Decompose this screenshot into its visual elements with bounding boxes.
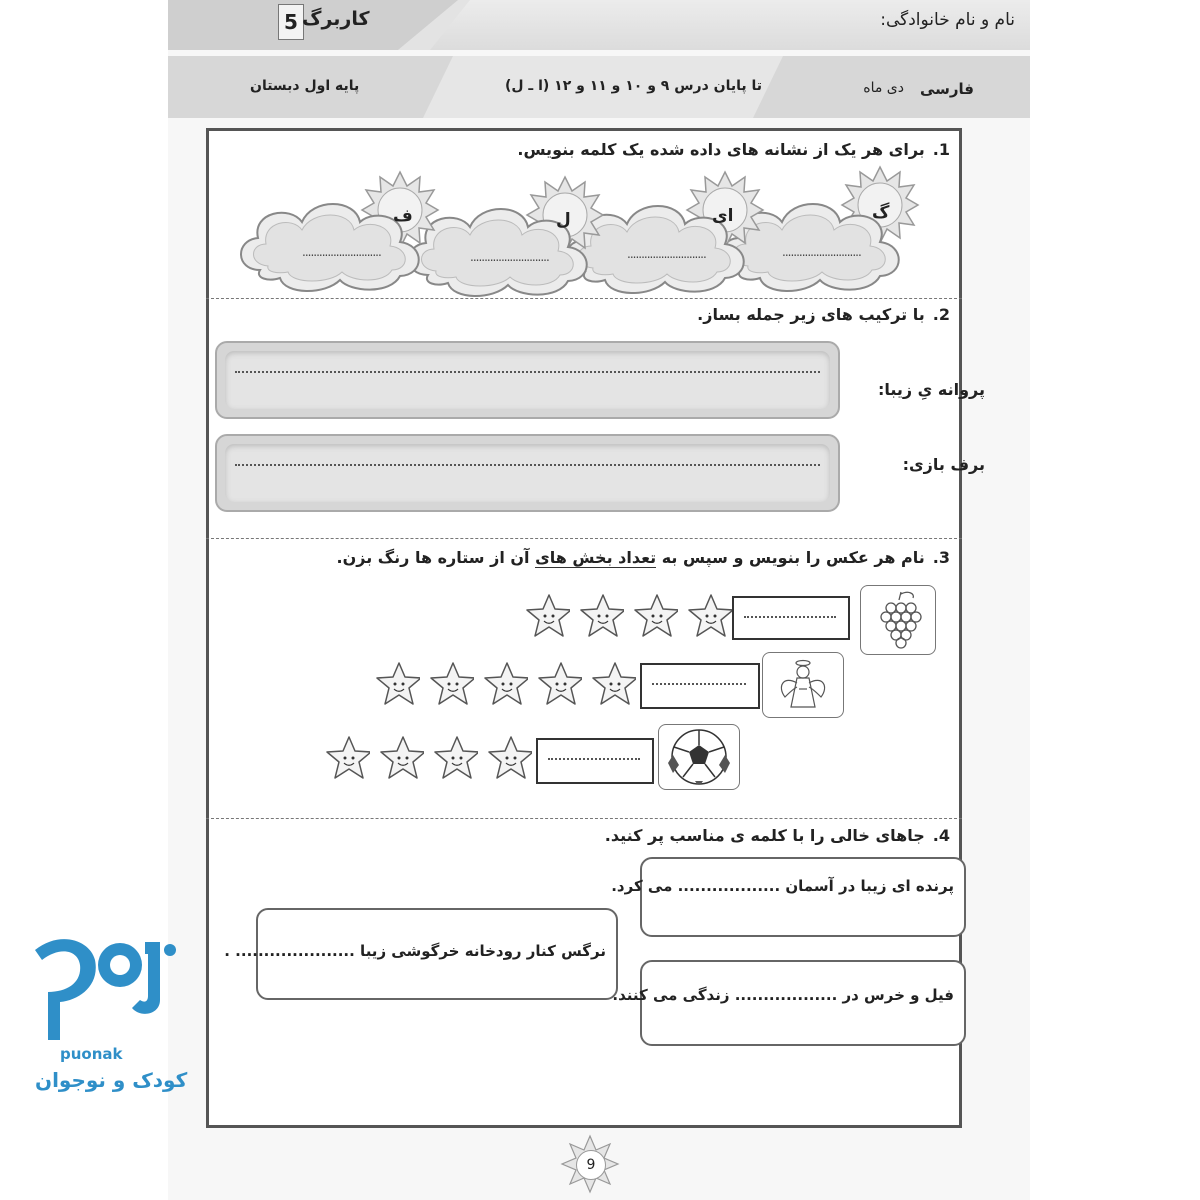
question-1-text: برای هر یک از نشانه های داده شده یک کلمه بنویس. (517, 140, 925, 159)
q1-clouds-art (0, 0, 1200, 300)
picture-box (762, 652, 844, 718)
cloud-blank[interactable]: ............................ (470, 250, 549, 264)
phrase-1: پروانه یِ زیبا: (877, 380, 985, 399)
picture-box (860, 585, 936, 655)
section-divider (206, 298, 962, 299)
fill-sentence-1: پرنده ای زیبا در آسمان .................. می کرد. (611, 877, 954, 895)
name-label: نام و نام خانوادگی: (880, 10, 1015, 30)
month-label: دی ماه (863, 80, 904, 96)
star-icon[interactable] (632, 592, 678, 638)
question-3: 3.نام هر عکس را بنویس و سپس به تعداد بخش های آن از ستاره ها رنگ بزن. (336, 548, 950, 567)
answer-box[interactable] (536, 738, 654, 784)
star-icon[interactable] (324, 734, 370, 780)
page-number: 9 (576, 1150, 606, 1180)
logo-latin-text: puonak (60, 1045, 123, 1063)
fill-sentence-2: نرگس کنار رودخانه خرگوشی زیبا ..................... . (224, 942, 606, 960)
question-2: 2.با ترکیب های زیر جمله بساز. (697, 305, 950, 324)
letter-2: ای (712, 206, 734, 226)
answer-box[interactable] (732, 596, 850, 640)
answer-box[interactable] (640, 663, 760, 709)
subject-label: فارسی (919, 80, 974, 98)
question-2-text: با ترکیب های زیر جمله بساز. (697, 305, 925, 324)
picture-box (658, 724, 740, 790)
sentence-box-2[interactable] (215, 434, 840, 512)
fill-blank-box-2[interactable] (224, 908, 618, 1000)
worksheet-title: کاربرگ (302, 8, 370, 30)
star-icon[interactable] (378, 734, 424, 780)
letter-3: ل (556, 210, 571, 230)
letter-1: گ (872, 203, 890, 223)
underlined-phrase: تعداد بخش های (535, 548, 657, 567)
cloud-blank[interactable]: ............................ (782, 245, 861, 259)
angel-icon (763, 653, 843, 717)
question-4-text: جاهای خالی را با کلمه ی مناسب پر کنید. (604, 826, 925, 845)
star-icon[interactable] (482, 660, 528, 706)
cloud-blank[interactable]: ............................ (627, 247, 706, 261)
section-divider (206, 818, 962, 819)
section-divider (206, 538, 962, 539)
phrase-2: برف بازی: (902, 455, 985, 474)
grade-label: پایه اول دبستان (250, 78, 360, 94)
star-icon[interactable] (432, 734, 478, 780)
lessons-label: تا پایان درس ۹ و ۱۰ و ۱۱ و ۱۲ (ا ـ ل) (505, 78, 763, 94)
cloud-blank[interactable]: ............................ (302, 245, 381, 259)
worksheet-number: 5 (278, 4, 304, 40)
star-icon[interactable] (374, 660, 420, 706)
star-icon[interactable] (590, 660, 636, 706)
fill-blank-box-3[interactable] (612, 960, 966, 1046)
fill-sentence-3: فیل و خرس در .................. زندگی می کنند. (612, 986, 954, 1004)
question-1: 1.برای هر یک از نشانه های داده شده یک کلمه بنویس. (517, 140, 950, 159)
letter-4: ف (393, 206, 413, 226)
grapes-icon (861, 586, 935, 654)
star-icon[interactable] (686, 592, 732, 638)
logo-persian-text: کودک و نوجوان (35, 1068, 188, 1092)
puonak-logo-icon (20, 930, 190, 1050)
question-4: 4.جاهای خالی را با کلمه ی مناسب پر کنید. (604, 826, 950, 845)
soccer-ball-icon (659, 725, 739, 789)
fill-blank-box-1[interactable] (611, 857, 966, 937)
sentence-box-1[interactable] (215, 341, 840, 419)
star-icon[interactable] (578, 592, 624, 638)
star-icon[interactable] (536, 660, 582, 706)
star-icon[interactable] (524, 592, 570, 638)
star-icon[interactable] (486, 734, 532, 780)
star-icon[interactable] (428, 660, 474, 706)
